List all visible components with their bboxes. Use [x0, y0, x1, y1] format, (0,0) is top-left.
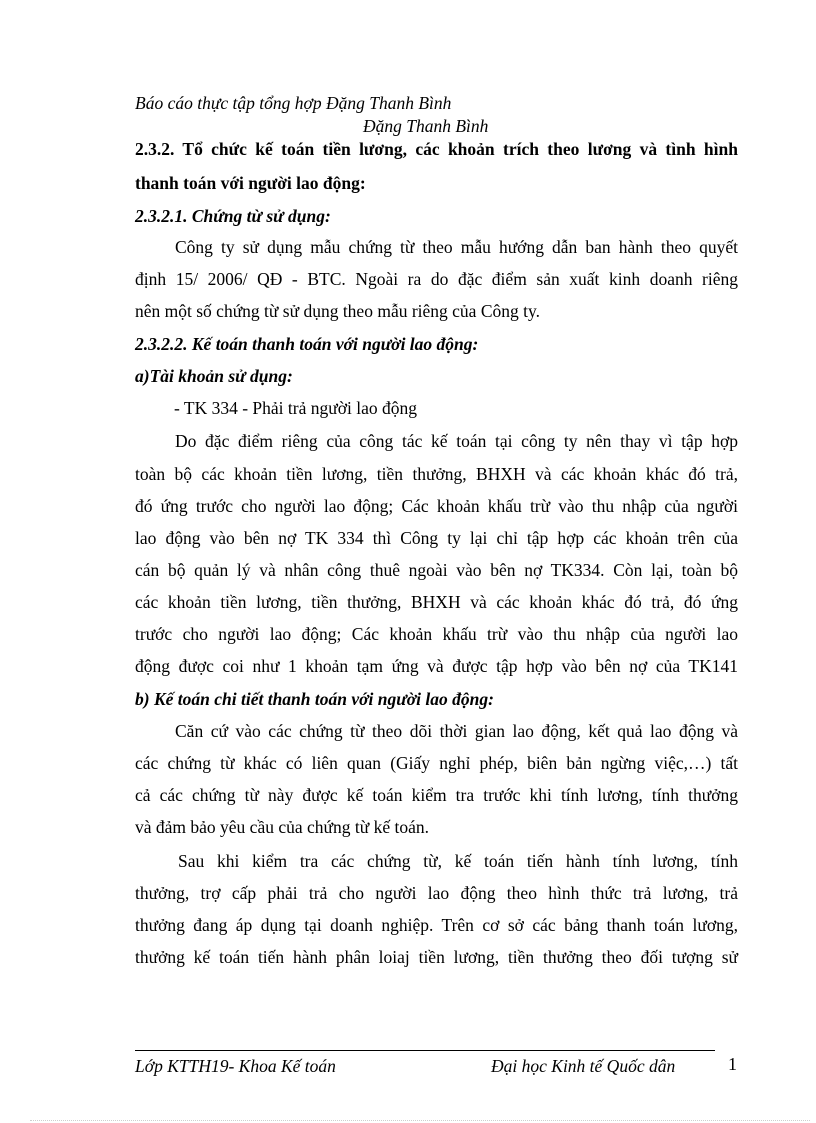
paragraph-line: thưởng, trợ cấp phải trả cho người lao động theo hình thức trả lương, trả: [135, 883, 738, 903]
paragraph-line: và đảm bảo yêu cầu của chứng từ kế toán.: [135, 817, 429, 837]
paragraph-line: nên một số chứng từ sử dụng theo mẫu riêng của Công ty.: [135, 301, 540, 321]
paragraph-line: toàn bộ các khoản tiền lương, tiền thưởng, BHXH và các khoản khác đó trả,: [135, 464, 738, 484]
page-bottom-border: [30, 1120, 810, 1121]
paragraph-line: Công ty sử dụng mẫu chứng từ theo mẫu hướng dẫn ban hành theo quyết: [175, 237, 738, 257]
paragraph-line: Sau khi kiểm tra các chứng từ, kế toán tiến hành tính lương, tính: [178, 851, 738, 871]
page-number: 1: [728, 1054, 737, 1074]
paragraph-line: định 15/ 2006/ QĐ - BTC. Ngoài ra do đặc điểm sản xuất kinh doanh riêng: [135, 269, 738, 289]
paragraph-line: các khoản tiền lương, tiền thưởng, BHXH và các khoản khác đó trả, đó ứng: [135, 592, 738, 612]
section-heading-cont: thanh toán với người lao động:: [135, 173, 366, 193]
running-header: Báo cáo thực tập tổng hợp Đặng Thanh Bình: [135, 93, 452, 113]
footer-class: Lớp KTTH19- Khoa Kế toán: [135, 1056, 336, 1076]
subsection-heading-documents: 2.3.2.1. Chứng từ sử dụng:: [135, 206, 331, 226]
paragraph-line: thưởng đang áp dụng tại doanh nghiệp. Trên cơ sở các bảng thanh toán lương,: [135, 915, 738, 935]
running-header-author: Đặng Thanh Bình: [363, 116, 489, 136]
paragraph-line: thưởng kế toán tiến hành phân loiaj tiền lương, tiền thưởng theo đối tượng sử: [135, 947, 738, 967]
paragraph-line: Do đặc điểm riêng của công tác kế toán tại công ty nên thay vì tập hợp: [175, 431, 738, 451]
paragraph-line: các chứng từ khác có liên quan (Giấy nghỉ phép, biên bản ngừng việc,…) tất: [135, 753, 738, 773]
subsection-heading-payment: 2.3.2.2. Kế toán thanh toán với người lao động:: [135, 334, 479, 354]
paragraph-line: trước cho người lao động; Các khoản khấu trừ vào thu nhập của người lao: [135, 624, 738, 644]
part-a-heading: a)Tài khoản sử dụng:: [135, 366, 293, 386]
paragraph-line: lao động vào bên nợ TK 334 thì Công ty lại chỉ tập hợp các khoản trên của: [135, 528, 738, 548]
section-heading: 2.3.2. Tổ chức kế toán tiền lương, các khoản trích theo lương và tình hình: [135, 139, 738, 159]
paragraph-line: cả các chứng từ này được kế toán kiểm tra trước khi tính lương, tính thưởng: [135, 785, 738, 805]
part-b-heading: b) Kế toán chi tiết thanh toán với người lao động:: [135, 689, 494, 709]
paragraph-line: động được coi như 1 khoản tạm ứng và được tập hợp vào bên nợ của TK141: [135, 656, 738, 676]
paragraph-line: Căn cứ vào các chứng từ theo dõi thời gian lao động, kết quả lao động và: [175, 721, 738, 741]
footer-rule: [135, 1050, 715, 1051]
footer-university: Đại học Kinh tế Quốc dân: [491, 1056, 676, 1076]
paragraph-line: cán bộ quản lý và nhân công thuê ngoài vào bên nợ TK334. Còn lại, toàn bộ: [135, 560, 738, 580]
account-item: - TK 334 - Phải trả người lao động: [174, 398, 417, 418]
paragraph-line: đó ứng trước cho người lao động; Các khoản khấu trừ vào thu nhập của người: [135, 496, 738, 516]
